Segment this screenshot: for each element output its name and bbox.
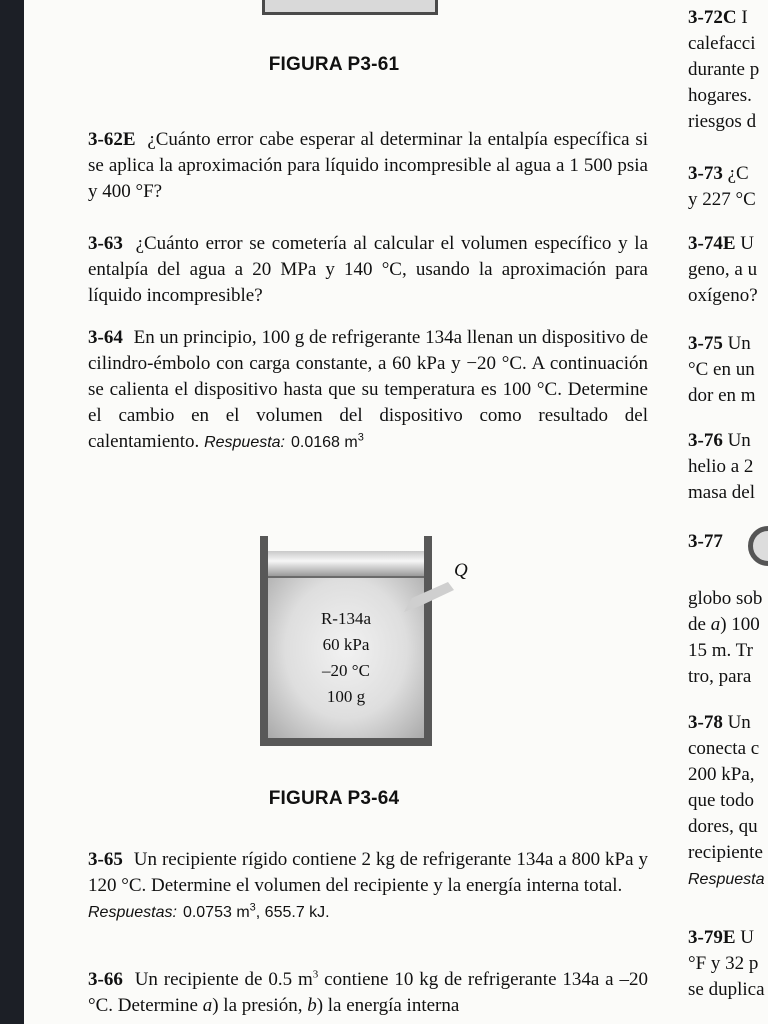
problem-number: 3-76 [688, 430, 723, 451]
piston [268, 551, 424, 578]
line-text: helio a 2 [688, 456, 754, 477]
right-column-3-78 [688, 710, 768, 893]
problem-number: 3-65 [88, 849, 123, 870]
problem-number: 3-73 [688, 163, 723, 184]
figure-p3-61-bottom-edge [262, 0, 438, 15]
answer [204, 431, 364, 451]
line-text: Un [727, 333, 751, 354]
problem-number: 3-72C [688, 7, 737, 28]
cylinder-bottom [260, 738, 432, 746]
line-text: °F y 32 p [688, 953, 759, 974]
line-text: 200 kPa, [688, 764, 755, 785]
line-text: geno, a u [688, 259, 758, 280]
textbook-page [24, 0, 768, 1024]
mass-label: 100 g [326, 687, 366, 706]
problem-3-64 [88, 325, 648, 456]
line-text: dor en m [688, 385, 756, 406]
problem-text-a: Un recipiente de 0.5 m [134, 969, 313, 990]
answer [88, 901, 330, 921]
line-text: que todo [688, 790, 754, 811]
answer-exponent: 3 [357, 431, 364, 444]
problem-text: ¿Cuánto error se cometería al calcular el volumen específico y la entalpía del agua a 20 MPa y 140 °C, usando la aproximación para líquido incompresible? [88, 233, 649, 306]
line-text: 15 m. Tr [688, 640, 753, 661]
line-text: Un [727, 430, 751, 451]
line-text: masa del [688, 482, 756, 503]
line-text: U [740, 927, 754, 948]
problem-item-b: b [307, 995, 317, 1016]
answer-value: 0.0168 m [291, 434, 358, 451]
temperature-label: –20 °C [322, 661, 370, 680]
right-column-3-72c [688, 5, 768, 135]
line-text: tro, para [688, 666, 752, 687]
problem-text-exponent: 3 [312, 968, 319, 981]
line-text: y 227 °C [688, 189, 756, 210]
line-text: oxígeno? [688, 285, 758, 306]
line-text: recipiente [688, 842, 763, 863]
line-text: se duplica [688, 979, 765, 1000]
problem-number: 3-77 [688, 531, 723, 552]
problem-text: ¿Cuánto error cabe esperar al determinar la entalpía específica si se aplica la aproximación para líquido incompresible al agua a 1 500 psia y 400 °F? [88, 129, 649, 202]
answer-exponent: 3 [249, 901, 256, 914]
fluid-label: R-134a [320, 609, 372, 628]
problem-number: 3-75 [688, 333, 723, 354]
line-text: Un [727, 712, 751, 733]
figure-p3-61-caption: FIGURA P3-61 [268, 54, 400, 75]
answer-label: Respuesta: [204, 434, 285, 451]
problem-3-65 [88, 847, 648, 926]
problem-text-d: ) la energía interna [316, 995, 460, 1016]
figure-p3-64-caption: FIGURA P3-64 [268, 788, 400, 809]
problem-3-66 [88, 967, 648, 1019]
line-item: a [710, 614, 721, 635]
heat-arrow-icon [402, 576, 462, 616]
problem-number: 3-79E [688, 927, 736, 948]
right-column-3-73 [688, 161, 768, 213]
line-text: °C en un [688, 359, 755, 380]
line-text: hogares. [688, 85, 752, 106]
cylinder-right-wall [424, 536, 432, 746]
right-column-3-79e [688, 925, 768, 1003]
problem-number: 3-66 [88, 969, 123, 990]
heat-label: Q [454, 560, 468, 581]
answer-value: 0.0753 m [182, 904, 250, 921]
problem-number: 3-64 [88, 327, 123, 348]
answer-rest: , 655.7 kJ. [255, 904, 330, 921]
problem-number: 3-74E [688, 233, 736, 254]
line-text: riesgos d [688, 111, 757, 132]
problem-number: 3-62E [88, 129, 136, 150]
right-column-3-77-text [688, 586, 768, 690]
cylinder-left-wall [260, 536, 268, 746]
right-column-3-74e [688, 231, 768, 309]
line-text: durante p [688, 59, 760, 80]
line-text: de [688, 614, 711, 635]
problem-text-b: contiene 10 kg de refrigerante 134a a –20 °C. Determine [88, 969, 648, 1016]
problem-number: 3-63 [88, 233, 123, 254]
problem-3-63 [88, 231, 648, 309]
problem-text: Un recipiente rígido contiene 2 kg de refrigerante 134a a 800 kPa y 120 °C. Determine el volumen del recipiente y la energía interna total. [88, 849, 649, 896]
line-text: calefacci [688, 33, 756, 54]
line-text: I [741, 7, 748, 28]
problem-text-c: ) la presión, [212, 995, 308, 1016]
line-text: globo sob [688, 588, 763, 609]
line-text: ¿C [727, 163, 749, 184]
right-column-3-76 [688, 428, 768, 506]
line-text: conecta c [688, 738, 760, 759]
problem-3-62e [88, 127, 648, 205]
line-text: dores, qu [688, 816, 758, 837]
problem-number: 3-78 [688, 712, 723, 733]
right-column-3-75 [688, 331, 768, 409]
line-text: ) 100 [720, 614, 760, 635]
pressure-label: 60 kPa [322, 635, 370, 654]
answer-label: Respuesta [688, 871, 765, 888]
problem-text: En un principio, 100 g de refrigerante 134a llenan un dispositivo de cilindro-émbolo con carga constante, a 60 kPa y −20 °C. A continuación se calienta el dispositivo hasta que su temperatura es 100 °C. Determine el cambio en el volumen del dispositivo como resultado del calentamiento. [88, 327, 648, 452]
answer-label: Respuestas: [88, 904, 177, 921]
line-text: U [740, 233, 754, 254]
problem-item-a: a [202, 995, 213, 1016]
